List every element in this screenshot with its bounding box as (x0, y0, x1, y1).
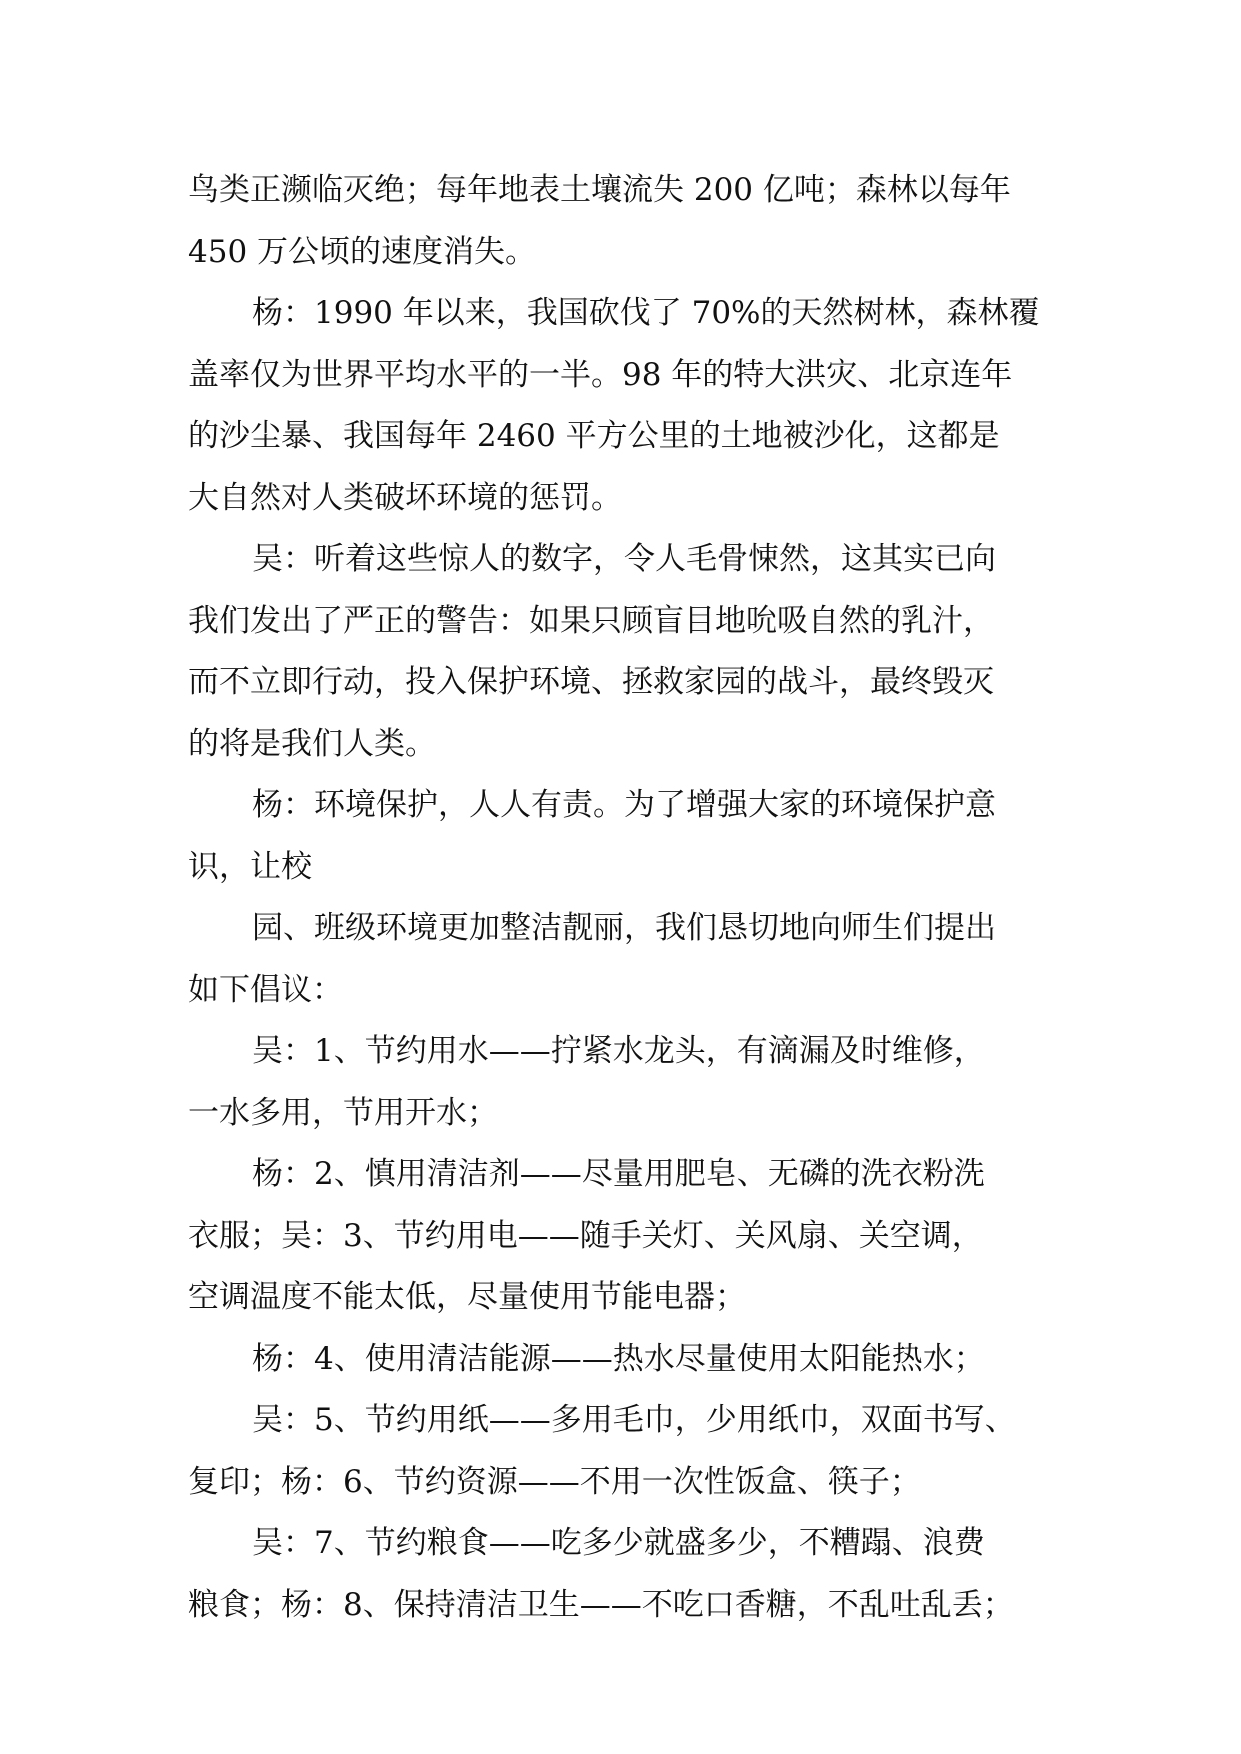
document-body (188, 160, 1068, 1636)
text-line: 的将是我们人类。 (188, 725, 436, 762)
text-line: 盖率仅为世界平均水平的一半。98 年的特大洪灾、北京连年 (188, 356, 1013, 393)
text-line: 吴：1、节约用水——拧紧水龙头，有滴漏及时维修， (252, 1033, 985, 1069)
text-line: 园、班级环境更加整洁靓丽，我们恳切地向师生们提出 (252, 910, 996, 946)
text-line: 鸟类正濒临灭绝；每年地表土壤流失 200 亿吨；森林以每年 (188, 172, 1011, 208)
text-line: 大自然对人类破坏环境的惩罚。 (188, 479, 622, 516)
text-line: 一水多用，节用开水； (188, 1094, 498, 1131)
text-line: 复印；杨：6、节约资源——不用一次性饭盒、筷子； (188, 1463, 921, 1500)
text-line: 吴：7、节约粮食——吃多少就盛多少，不糟蹋、浪费 (252, 1525, 985, 1561)
text-line: 而不立即行动，投入保护环境、拯救家园的战斗，最终毁灭 (188, 664, 994, 700)
text-line: 粮食；杨：8、保持清洁卫生——不吃口香糖，不乱吐乱丢； (188, 1586, 1014, 1623)
text-line: 衣服；吴：3、节约用电——随手关灯、关风扇、关空调， (188, 1217, 983, 1254)
text-line: 吴：听着这些惊人的数字，令人毛骨悚然，这其实已向 (252, 541, 996, 577)
text-line: 我们发出了严正的警告：如果只顾盲目地吮吸自然的乳汁， (188, 602, 994, 639)
text-line: 的沙尘暴、我国每年 2460 平方公里的土地被沙化，这都是 (188, 418, 1000, 454)
text-line: 吴：5、节约用纸——多用毛巾，少用纸巾，双面书写、 (252, 1402, 1016, 1438)
text-line: 杨：环境保护，人人有责。为了增强大家的环境保护意 (252, 787, 996, 823)
text-line: 杨：4、使用清洁能源——热水尽量使用太阳能热水； (252, 1340, 985, 1377)
text-line: 如下倡议： (188, 971, 343, 1008)
text-line: 空调温度不能太低，尽量使用节能电器； (188, 1279, 746, 1315)
text-line: 450 万公顷的速度消失。 (188, 233, 537, 270)
text-line: 识，让校 (188, 848, 312, 885)
text-line: 杨：1990 年以来，我国砍伐了 70%的天然树林，森林覆 (252, 295, 1040, 331)
text-line: 杨：2、慎用清洁剂——尽量用肥皂、无磷的洗衣粉洗 (252, 1156, 985, 1192)
